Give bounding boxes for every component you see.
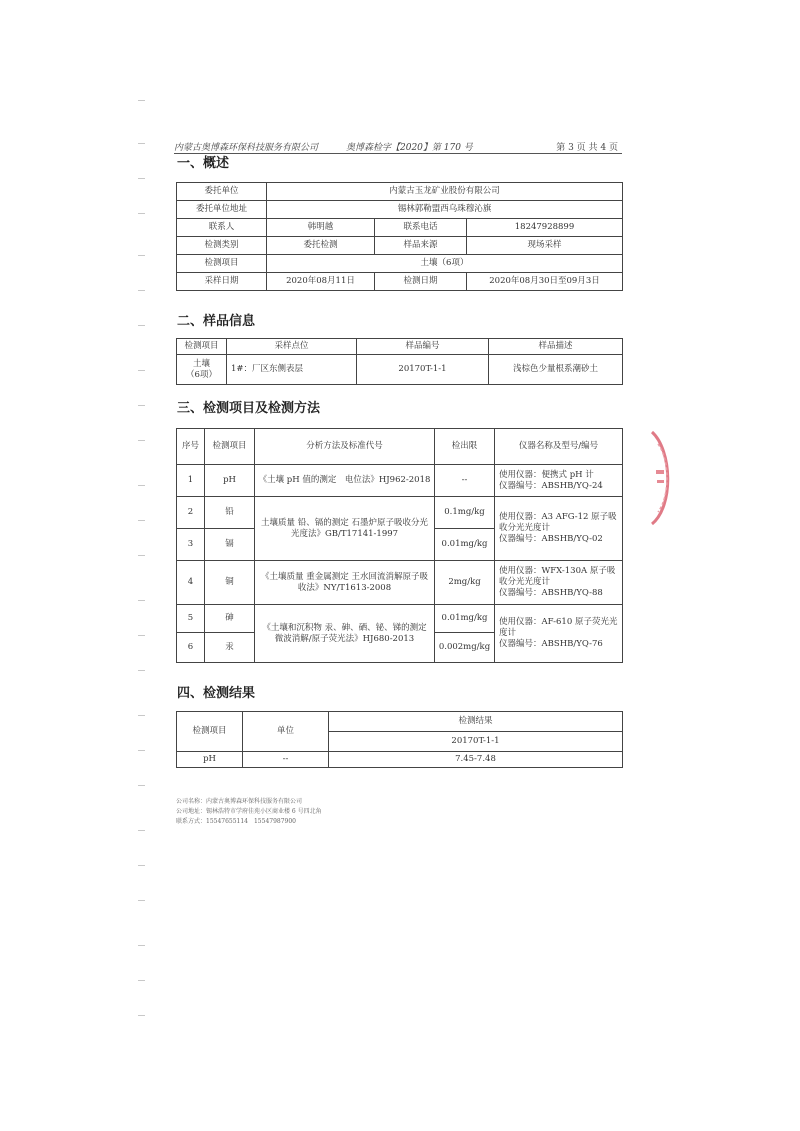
table-row bbox=[177, 201, 623, 219]
table-row bbox=[177, 255, 623, 273]
table-row bbox=[177, 561, 623, 605]
column-header: 采样点位 bbox=[227, 339, 357, 355]
item-label: 检测项目 bbox=[177, 255, 267, 273]
sample-item-line: （6项） bbox=[186, 369, 217, 380]
seal-stamp-icon bbox=[648, 430, 678, 526]
sample-item-line: 土壤 bbox=[192, 358, 210, 369]
edge-mark bbox=[138, 555, 145, 556]
table-row bbox=[177, 237, 623, 255]
table-row bbox=[177, 429, 623, 465]
sample-date-label: 采样日期 bbox=[177, 273, 267, 291]
results-table bbox=[176, 711, 623, 768]
instrument-number: 仪器编号：ABSHB/YQ-88 bbox=[499, 588, 603, 598]
table-row bbox=[177, 605, 623, 633]
row-item: 砷 bbox=[205, 605, 255, 633]
column-header: 分析方法及标准代号 bbox=[255, 429, 435, 465]
edge-mark bbox=[138, 290, 145, 291]
result-sample-number: 20170T-1-1 bbox=[329, 732, 623, 752]
row-method: 《土壤和沉积物 汞、砷、硒、铋、锑的测定 微波消解/原子荧光法》HJ680-2013 bbox=[255, 605, 435, 663]
table-row bbox=[177, 497, 623, 529]
edge-mark bbox=[138, 715, 145, 716]
row-item: pH bbox=[205, 465, 255, 497]
sample-number: 20170T-1-1 bbox=[357, 355, 489, 385]
row-instrument bbox=[495, 497, 623, 561]
section-title-sample-info: 二、样品信息 bbox=[177, 314, 256, 329]
edge-mark bbox=[138, 213, 145, 214]
contact-value: 韩明越 bbox=[267, 219, 375, 237]
edge-mark bbox=[138, 600, 145, 601]
edge-mark bbox=[138, 865, 145, 866]
table-row bbox=[177, 273, 623, 291]
row-number: 1 bbox=[177, 465, 205, 497]
edge-mark bbox=[138, 485, 145, 486]
row-number: 6 bbox=[177, 633, 205, 663]
edge-mark bbox=[138, 405, 145, 406]
edge-mark bbox=[138, 785, 145, 786]
row-limit: 0.01mg/kg bbox=[435, 605, 495, 633]
row-number: 5 bbox=[177, 605, 205, 633]
address-label: 委托单位地址 bbox=[177, 201, 267, 219]
section-title-overview: 一、概述 bbox=[177, 156, 230, 171]
test-date-value: 2020年08月30日至09月3日 bbox=[467, 273, 623, 291]
table-row bbox=[177, 183, 623, 201]
row-item: 镉 bbox=[205, 529, 255, 561]
row-limit: -- bbox=[435, 465, 495, 497]
header-company: 内蒙古奥博森环保科技服务有限公司 bbox=[174, 143, 319, 153]
phone-value: 18247928899 bbox=[467, 219, 623, 237]
table-row bbox=[177, 219, 623, 237]
row-number: 4 bbox=[177, 561, 205, 605]
page-header bbox=[174, 140, 622, 154]
instrument-number: 仪器编号：ABSHB/YQ-76 bbox=[499, 639, 603, 649]
column-header: 仪器名称及型号/编号 bbox=[495, 429, 623, 465]
instrument-name: 使用仪器：A3 AFG-12 原子吸收分光光度计 bbox=[499, 512, 617, 533]
sample-info-table bbox=[176, 338, 623, 385]
edge-mark bbox=[138, 143, 145, 144]
row-number: 3 bbox=[177, 529, 205, 561]
sample-description: 浅棕色少量根系潮砂土 bbox=[489, 355, 623, 385]
phone-label: 联系电话 bbox=[375, 219, 467, 237]
source-label: 样品来源 bbox=[375, 237, 467, 255]
source-value: 现场采样 bbox=[467, 237, 623, 255]
client-value: 内蒙古玉龙矿业股份有限公司 bbox=[267, 183, 623, 201]
column-header: 单位 bbox=[243, 712, 329, 752]
client-label: 委托单位 bbox=[177, 183, 267, 201]
column-header: 检测结果 bbox=[329, 712, 623, 732]
header-report-number: 奥博森检字【2020】第 170 号 bbox=[346, 143, 473, 153]
methods-table bbox=[176, 428, 623, 663]
edge-mark bbox=[138, 670, 145, 671]
section-title-methods: 三、检测项目及检测方法 bbox=[177, 401, 321, 416]
edge-mark bbox=[138, 1015, 145, 1016]
table-row bbox=[177, 752, 623, 768]
edge-mark bbox=[138, 370, 145, 371]
row-instrument bbox=[495, 561, 623, 605]
edge-mark bbox=[138, 635, 145, 636]
contact-label: 联系人 bbox=[177, 219, 267, 237]
header-page-number: 第 3 页 共 4 页 bbox=[556, 143, 618, 153]
footer-contact: 联系方式：15547655114 15547987900 bbox=[176, 818, 296, 825]
section-title-results: 四、检测结果 bbox=[177, 686, 256, 701]
edge-mark bbox=[138, 945, 145, 946]
row-instrument bbox=[495, 465, 623, 497]
row-item: 铜 bbox=[205, 561, 255, 605]
type-label: 检测类别 bbox=[177, 237, 267, 255]
footer-company-name: 公司名称：内蒙古奥博森环保科技服务有限公司 bbox=[176, 798, 303, 805]
type-value: 委托检测 bbox=[267, 237, 375, 255]
test-date-label: 检测日期 bbox=[375, 273, 467, 291]
header-divider bbox=[174, 153, 622, 154]
instrument-name: 使用仪器：AF-610 原子荧光光度计 bbox=[499, 617, 618, 638]
row-method: 《土壤质量 重金属测定 王水回流消解原子吸收法》NY/T1613-2008 bbox=[255, 561, 435, 605]
result-item: pH bbox=[177, 752, 243, 768]
page-footer bbox=[176, 797, 322, 827]
row-item: 铅 bbox=[205, 497, 255, 529]
row-method: 土壤质量 铅、镉的测定 石墨炉原子吸收分光光度法》GB/T17141-1997 bbox=[255, 497, 435, 561]
row-limit: 0.01mg/kg bbox=[435, 529, 495, 561]
column-header: 样品编号 bbox=[357, 339, 489, 355]
item-value: 土壤（6项） bbox=[267, 255, 623, 273]
edge-mark bbox=[138, 178, 145, 179]
row-number: 2 bbox=[177, 497, 205, 529]
row-limit: 0.002mg/kg bbox=[435, 633, 495, 663]
row-limit: 2mg/kg bbox=[435, 561, 495, 605]
instrument-name: 使用仪器：WFX-130A 原子吸收分光光度计 bbox=[499, 566, 616, 587]
result-value: 7.45-7.48 bbox=[329, 752, 623, 768]
instrument-number: 仪器编号：ABSHB/YQ-24 bbox=[499, 480, 603, 491]
edge-mark bbox=[138, 750, 145, 751]
row-item: 汞 bbox=[205, 633, 255, 663]
column-header: 检出限 bbox=[435, 429, 495, 465]
column-header: 序号 bbox=[177, 429, 205, 465]
edge-mark bbox=[138, 520, 145, 521]
edge-mark bbox=[138, 440, 145, 441]
edge-mark bbox=[138, 325, 145, 326]
instrument-number: 仪器编号：ABSHB/YQ-02 bbox=[499, 534, 603, 544]
column-header: 检测项目 bbox=[177, 339, 227, 355]
edge-mark bbox=[138, 980, 145, 981]
table-row bbox=[177, 355, 623, 385]
edge-mark bbox=[138, 255, 145, 256]
overview-table bbox=[176, 182, 623, 291]
row-instrument bbox=[495, 605, 623, 663]
edge-mark bbox=[138, 100, 145, 101]
table-row bbox=[177, 712, 623, 732]
sample-location: 1#：厂区东侧表层 bbox=[227, 355, 357, 385]
footer-company-address: 公司地址：锡林浩特市学府佳苑小区商业楼 6 号四北角 bbox=[176, 808, 322, 815]
edge-mark bbox=[138, 830, 145, 831]
column-header: 样品描述 bbox=[489, 339, 623, 355]
sample-date-value: 2020年08月11日 bbox=[267, 273, 375, 291]
address-value: 锡林郭勒盟西乌珠穆沁旗 bbox=[267, 201, 623, 219]
table-row bbox=[177, 465, 623, 497]
sample-item-cell bbox=[177, 355, 227, 385]
table-row bbox=[177, 339, 623, 355]
column-header: 检测项目 bbox=[177, 712, 243, 752]
result-unit: -- bbox=[243, 752, 329, 768]
row-limit: 0.1mg/kg bbox=[435, 497, 495, 529]
column-header: 检测项目 bbox=[205, 429, 255, 465]
row-method: 《土壤 pH 值的测定 电位法》HJ962-2018 bbox=[255, 465, 435, 497]
instrument-name: 使用仪器：便携式 pH 计 bbox=[499, 469, 594, 480]
edge-mark bbox=[138, 900, 145, 901]
